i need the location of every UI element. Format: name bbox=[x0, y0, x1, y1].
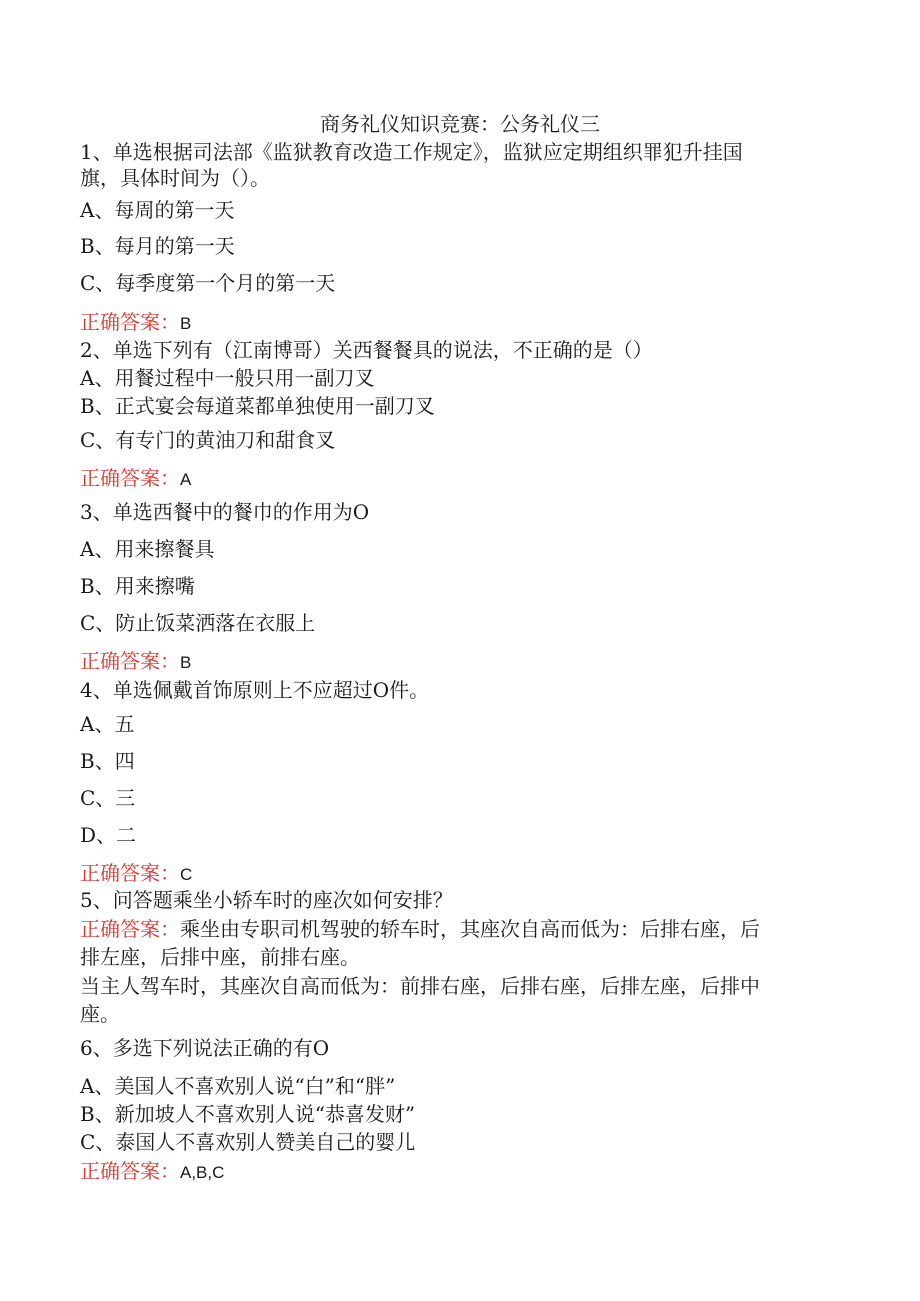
question-5-answer-line-2: 排左座，后排中座，前排右座。 bbox=[80, 945, 360, 969]
question-4-stem: 4、单选佩戴首饰原则上不应超过O件。 bbox=[80, 678, 430, 702]
question-2-answer bbox=[80, 464, 820, 494]
question-1-option-b: B、每月的第一天 bbox=[80, 234, 235, 258]
question-5-answer-line-1 bbox=[80, 915, 820, 943]
question-5-answer-line-3: 当主人驾车时，其座次自高而低为：前排右座，后排右座，后排左座，后排中 bbox=[80, 974, 760, 998]
question-3-answer bbox=[80, 647, 820, 677]
question-2-option-a: A、用餐过程中一般只用一副刀叉 bbox=[80, 366, 375, 390]
answer-label: 正确答案： bbox=[80, 861, 180, 885]
question-2-stem: 2、单选下列有（江南博哥）关西餐餐具的说法，不正确的是（） bbox=[80, 338, 653, 362]
answer-label: 正确答案： bbox=[80, 310, 180, 334]
answer-label: 正确答案： bbox=[80, 917, 180, 941]
question-6-option-b: B、新加坡人不喜欢别人说“恭喜发财” bbox=[80, 1102, 416, 1126]
answer-value: B bbox=[180, 314, 192, 333]
question-2-option-c: C、有专门的黄油刀和甜食叉 bbox=[80, 428, 336, 452]
question-4-option-a: A、五 bbox=[80, 712, 135, 736]
question-3-stem: 3、单选西餐中的餐巾的作用为O bbox=[80, 500, 370, 524]
question-4-option-d: D、二 bbox=[80, 823, 137, 847]
question-1-stem-line-1: 1、单选根据司法部《监狱教育改造工作规定》，监狱应定期组织罪犯升挂国 bbox=[80, 140, 743, 164]
question-5-stem: 5、问答题乘坐小轿车时的座次如何安排？ bbox=[80, 888, 453, 912]
question-2-option-b: B、正式宴会每道菜都单独使用一副刀叉 bbox=[80, 394, 435, 418]
question-1-option-c: C、每季度第一个月的第一天 bbox=[80, 271, 336, 295]
question-4-answer bbox=[80, 859, 820, 889]
answer-label: 正确答案： bbox=[80, 466, 180, 490]
answer-text: 乘坐由专职司机驾驶的轿车时，其座次自高而低为：后排右座，后 bbox=[180, 917, 760, 941]
question-1-answer bbox=[80, 308, 820, 338]
question-6-option-a: A、美国人不喜欢别人说“白”和“胖” bbox=[80, 1074, 396, 1098]
question-3-option-a: A、用来擦餐具 bbox=[80, 537, 215, 561]
answer-value: C bbox=[180, 865, 193, 884]
answer-value: B bbox=[180, 653, 192, 672]
question-6-option-c: C、泰国人不喜欢别人赞美自己的婴儿 bbox=[80, 1130, 416, 1154]
question-1-stem-line-2: 旗，具体时间为（）。 bbox=[80, 166, 270, 190]
question-6-answer bbox=[80, 1157, 820, 1187]
question-3-option-c: C、防止饭菜洒落在衣服上 bbox=[80, 611, 316, 635]
question-5-answer-line-4: 座。 bbox=[80, 1002, 120, 1026]
page-title: 商务礼仪知识竞赛：公务礼仪三 bbox=[320, 112, 600, 136]
question-4-option-c: C、三 bbox=[80, 786, 136, 810]
question-4-option-b: B、四 bbox=[80, 749, 135, 773]
answer-label: 正确答案： bbox=[80, 649, 180, 673]
question-1-option-a: A、每周的第一天 bbox=[80, 198, 235, 222]
question-3-option-b: B、用来擦嘴 bbox=[80, 574, 195, 598]
answer-label: 正确答案： bbox=[80, 1159, 180, 1183]
answer-value: A bbox=[180, 470, 192, 489]
question-6-stem: 6、多选下列说法正确的有O bbox=[80, 1036, 330, 1060]
answer-value: A,B,C bbox=[180, 1163, 225, 1182]
